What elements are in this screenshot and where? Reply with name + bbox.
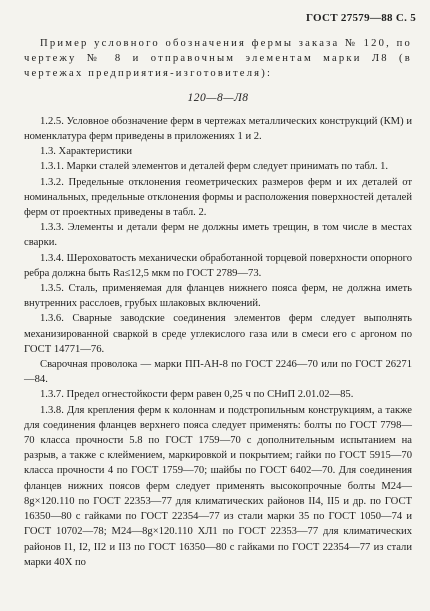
clause-1-3-5: 1.3.5. Сталь, применяемая для фланцев нижнего пояса ферм, не должна иметь внутренних расслоев, грубых шлаковых включений. bbox=[24, 283, 412, 310]
clause-1-3-4: 1.3.4. Шероховатость механически обработанной торцевой поверхности опорного ребра должна быть Ra≤12,5 мкм по ГОСТ 2789—73. bbox=[24, 252, 412, 279]
page-header: ГОСТ 27579—88 С. 5 bbox=[305, 12, 416, 24]
document-body bbox=[24, 36, 412, 570]
clause-1-3-1: 1.3.1. Марки сталей элементов и деталей ферм следует принимать по табл. 1. bbox=[40, 161, 389, 173]
section-heading-1-3: 1.3. Характеристики bbox=[40, 146, 133, 158]
clause-1-3-2: 1.3.2. Предельные отклонения геометрических размеров ферм и их деталей от номинальных, предельные отклонения формы и расположения поверхностей деталей ферм от проектных приведены в табл. 2. bbox=[24, 176, 412, 219]
clause-1-2-5: 1.2.5. Условное обозначение ферм в чертежах металлических конструкций (КМ) и номенклатура ферм приведены в приложениях 1 и 2. bbox=[24, 115, 412, 143]
clause-1-3-8: 1.3.8. Для крепления ферм к колоннам и подстропильным конструкциям, а также для соединения фланцев верхнего пояса следует применять: болты по ГОСТ 7798—70 класса прочности 5.8 по ГОСТ 1759—70 с дополнительным испытанием на разрыв, а также с клеймением, маркировкой и покрытием; гайки по ГОСТ 5915—70 класса прочности 4 по ГОСТ 1759—70; шайбы по ГОСТ 6402—70. Для соединения фланцев нижних поясов ферм следует применять высокопрочные болты М24—8g×120.110 по ГОСТ 22353—77 для климатических районов II4, II5 и др. по ГОСТ 16350—80 с гайками по ГОСТ 22354—77 из стали марки 35 по ГОСТ 1050—74 и ГОСТ 10702—78; М24—8g×120.110 ХЛ1 по ГОСТ 22353—77 для климатических районов I1, I2, II2 и II3 по ГОСТ 16350—80 с гайками по ГОСТ 22354—77 из стали марки 40Х по bbox=[24, 404, 412, 568]
example-paragraph: Пример условного обозначения фермы заказа № 120, по чертежу № 8 и отправочным элементам марки Л8 (в чертежах предприятия-изготовителя): bbox=[24, 38, 412, 80]
welding-wire-paragraph: Сварочная проволока — марки ПП-АН-8 по ГОСТ 2246—70 или по ГОСТ 26271—84. bbox=[24, 359, 412, 386]
clause-1-3-7: 1.3.7. Предел огнестойкости ферм равен 0,25 ч по СНиП 2.01.02—85. bbox=[40, 389, 354, 401]
designation-formula: 120—8—Л8 bbox=[187, 91, 249, 104]
clause-1-3-3: 1.3.3. Элементы и детали ферм не должны иметь трещин, в том числе в местах сварки. bbox=[24, 222, 412, 249]
clause-1-3-6: 1.3.6. Сварные заводские соединения элементов ферм следует выполнять механизированной сваркой в среде углекислого газа или в смеси его с аргоном по ГОСТ 14771—76. bbox=[24, 313, 412, 355]
